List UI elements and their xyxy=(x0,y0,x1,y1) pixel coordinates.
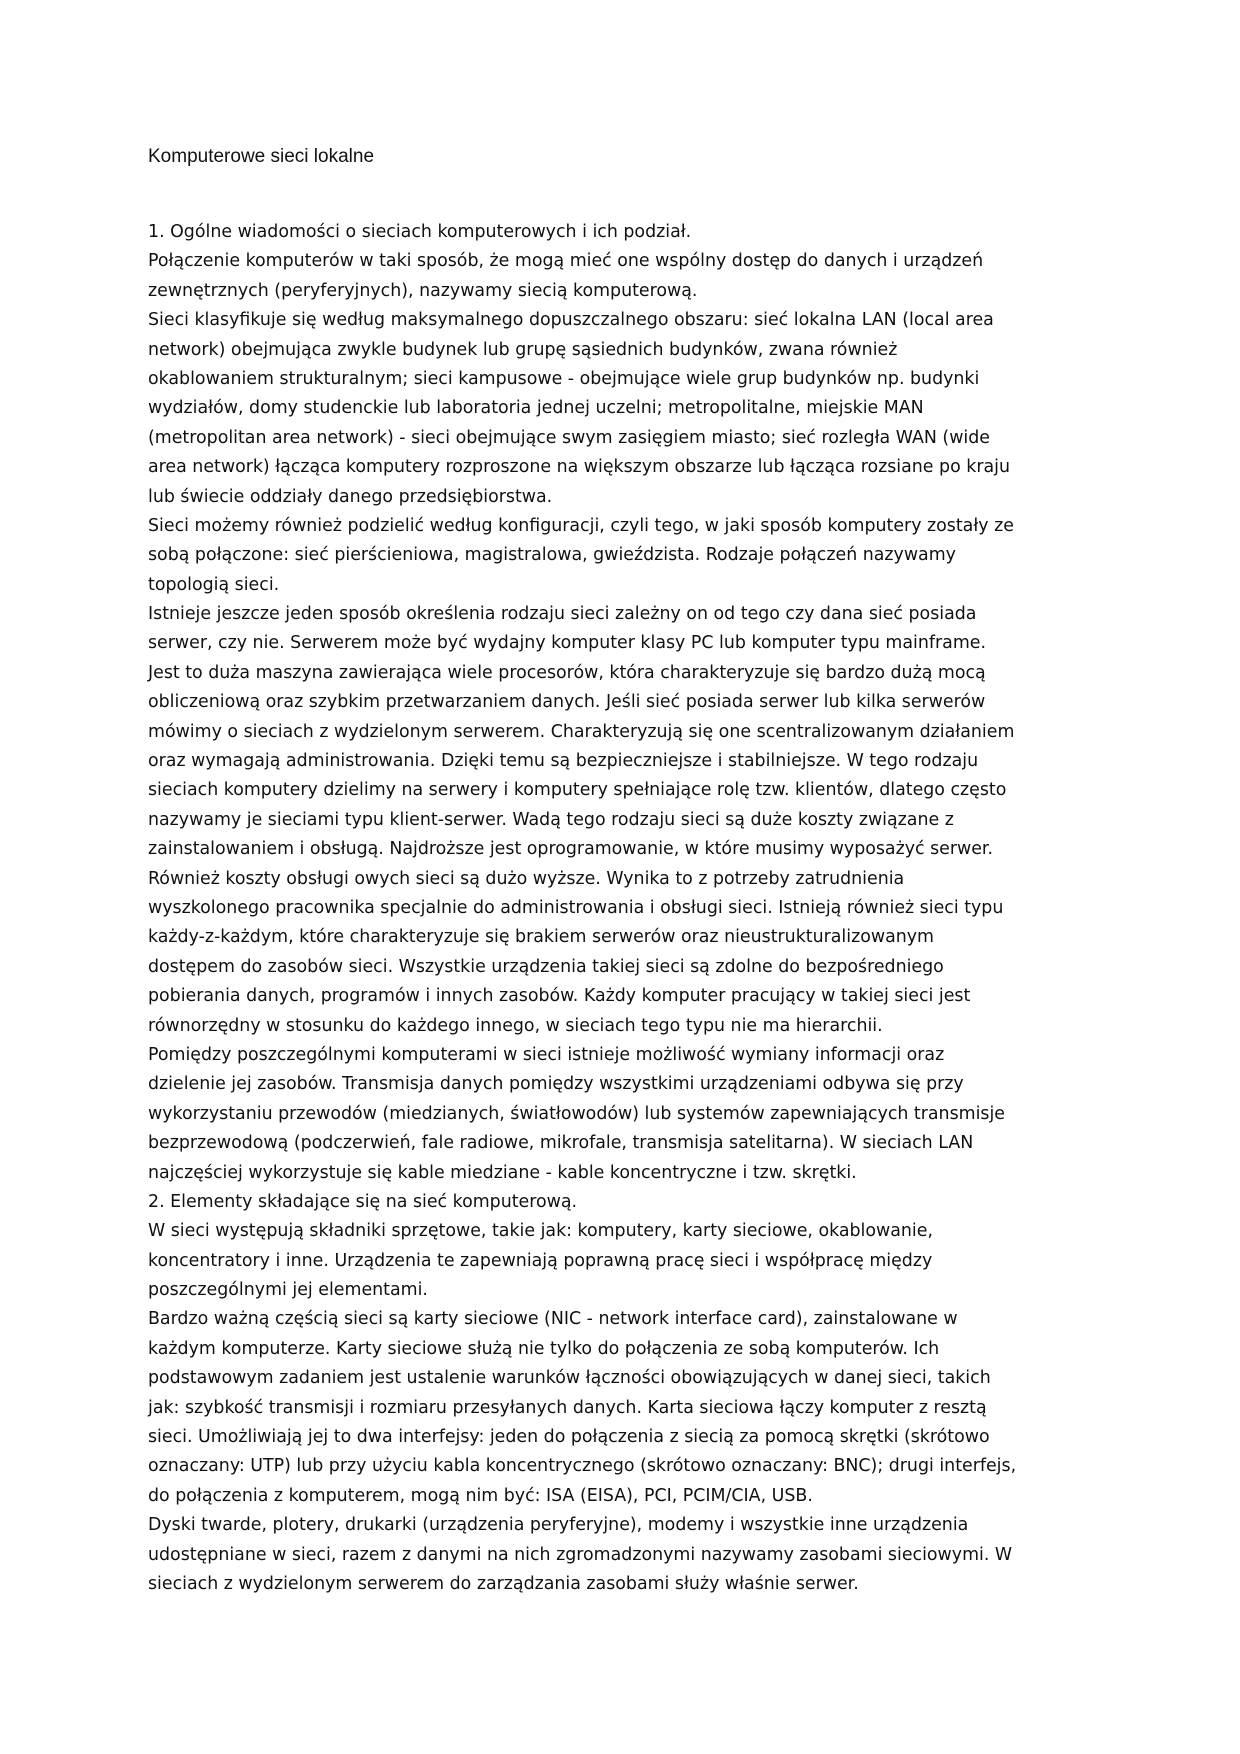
text-line: każdy-z-każdym, które charakteryzuje się brakiem serwerów oraz nieustrukturalizowanym xyxy=(148,927,934,948)
text-line: (metropolitan area network) - sieci obejmujące swym zasięgiem miasto; sieć rozległa WAN (wide xyxy=(148,427,990,448)
text-line: udostępniane w sieci, razem z danymi na nich zgromadzonymi nazywamy zasobami sieciowymi. W xyxy=(148,1544,1013,1565)
text-line: wykorzystaniu przewodów (miedzianych, światłowodów) lub systemów zapewniających transmisje xyxy=(148,1103,1006,1124)
text-line: wyszkolonego pracownika specjalnie do administrowania i obsługi sieci. Istnieją również sieci typu xyxy=(148,897,1004,918)
text-line: nazywamy je sieciami typu klient-serwer. Wadą tego rodzaju sieci są duże koszty związane z xyxy=(148,809,954,830)
text-line: Sieci możemy również podzielić według konfiguracji, czyli tego, w jaki sposób komputery zostały ze xyxy=(148,515,1014,536)
text-line: obliczeniową oraz szybkim przetwarzaniem danych. Jeśli sieć posiada serwer lub kilka serwerów xyxy=(148,692,986,713)
text-line: oznaczany: UTP) lub przy użyciu kabla koncentrycznego (skrótowo oznaczany: BNC); drugi interfejs, xyxy=(148,1456,1017,1477)
text-line: lub świecie oddziały danego przedsiębiorstwa. xyxy=(148,486,553,507)
text-line: okablowaniem strukturalnym; sieci kampusowe - obejmujące wiele grup budynków np. budynki xyxy=(148,368,980,389)
text-line: każdym komputerze. Karty sieciowe służą nie tylko do połączenia ze sobą komputerów. Ich xyxy=(148,1338,940,1359)
text-line: bezprzewodową (podczerwień, fale radiowe, mikrofale, transmisja satelitarna). W sieciach LAN xyxy=(148,1133,974,1154)
text-line: zewnętrznych (peryferyjnych), nazywamy siecią komputerową. xyxy=(148,280,698,301)
text-line: Bardzo ważną częścią sieci są karty sieciowe (NIC - network interface card), zainstalowane w xyxy=(148,1309,958,1330)
text-line: do połączenia z komputerem, mogą nim być: ISA (EISA), PCI, PCIM/CIA, USB. xyxy=(148,1485,813,1506)
document-title: Komputerowe sieci lokalne xyxy=(148,146,375,167)
text-line: oraz wymagają administrowania. Dzięki temu są bezpieczniejsze i stabilniejsze. W tego rodzaju xyxy=(148,751,979,772)
text-line: pobierania danych, programów i innych zasobów. Każdy komputer pracujący w takiej sieci jest xyxy=(148,986,971,1007)
text-line: 1. Ogólne wiadomości o sieciach komputerowych i ich podział. xyxy=(148,222,692,242)
text-line: W sieci występują składniki sprzętowe, takie jak: komputery, karty sieciowe, okablowanie, xyxy=(148,1221,933,1242)
text-line: równorzędny w stosunku do każdego innego, w sieciach tego typu nie ma hierarchii. xyxy=(148,1015,883,1036)
text-line: sieci. Umożliwiają jej to dwa interfejsy: jeden do połączenia z siecią za pomocą skrętki (skrótowo xyxy=(148,1427,990,1448)
text-line: Jest to duża maszyna zawierająca wiele procesorów, która charakteryzuje się bardzo dużą mocą xyxy=(148,662,986,683)
text-line: sieciach z wydzielonym serwerem do zarządzania zasobami służy właśnie serwer. xyxy=(148,1573,859,1594)
text-line: Dyski twarde, plotery, drukarki (urządzenia peryferyjne), modemy i wszystkie inne urządzenia xyxy=(148,1515,969,1536)
text-line: koncentratory i inne. Urządzenia te zapewniają poprawną pracę sieci i współpracę między xyxy=(148,1250,933,1271)
text-line: Pomiędzy poszczególnymi komputerami w sieci istnieje możliwość wymiany informacji oraz xyxy=(148,1044,945,1065)
text-line: podstawowym zadaniem jest ustalenie warunków łączności obowiązujących w danej sieci, takich xyxy=(148,1368,991,1389)
text-line: area network) łącząca komputery rozproszone na większym obszarze lub łącząca rozsiane po kraju xyxy=(148,457,1010,478)
text-line: Istnieje jeszcze jeden sposób określenia rodzaju sieci zależny on od tego czy dana sieć posiada xyxy=(148,604,977,625)
text-line: Połączenie komputerów w taki sposób, że mogą mieć one wspólny dostęp do danych i urządzeń xyxy=(148,251,984,272)
text-line: najczęściej wykorzystuje się kable miedziane - kable koncentryczne i tzw. skrętki. xyxy=(148,1162,857,1183)
text-line: network) obejmująca zwykle budynek lub grupę sąsiednich budynków, zwana również xyxy=(148,339,898,360)
text-line: 2. Elementy składające się na sieć komputerową. xyxy=(148,1191,578,1212)
text-line: dzielenie jej zasobów. Transmisja danych pomiędzy wszystkimi urządzeniami odbywa się przy xyxy=(148,1074,964,1095)
text-line: Sieci klasyfikuje się według maksymalnego dopuszczalnego obszaru: sieć lokalna LAN (local area xyxy=(148,310,994,331)
text-line: wydziałów, domy studenckie lub laboratoria jednej uczelni; metropolitalne, miejskie MAN xyxy=(148,398,924,419)
text-line: Również koszty obsługi owych sieci są dużo wyższe. Wynika to z potrzeby zatrudnienia xyxy=(148,868,905,889)
text-line: poszczególnymi jej elementami. xyxy=(148,1280,428,1301)
text-line: serwer, czy nie. Serwerem może być wydajny komputer klasy PC lub komputer typu mainframe. xyxy=(148,633,986,654)
text-line: zainstalowaniem i obsługą. Najdroższe jest oprogramowanie, w które musimy wyposażyć serwer. xyxy=(148,839,994,860)
text-line: mówimy o sieciach z wydzielonym serwerem. Charakteryzują się one scentralizowanym działaniem xyxy=(148,721,1015,742)
document-body xyxy=(148,218,1108,1599)
text-line: sobą połączone: sieć pierścieniowa, magistralowa, gwieździsta. Rodzaje połączeń nazywamy xyxy=(148,545,956,566)
text-line: topologią sieci. xyxy=(148,574,280,595)
text-line: jak: szybkość transmisji i rozmiaru przesyłanych danych. Karta sieciowa łączy komputer z resztą xyxy=(148,1397,987,1418)
text-line: sieciach komputery dzielimy na serwery i komputery spełniające rolę tzw. klientów, dlatego często xyxy=(148,780,1007,801)
text-line: dostępem do zasobów sieci. Wszystkie urządzenia takiej sieci są zdolne do bezpośredniego xyxy=(148,956,944,977)
